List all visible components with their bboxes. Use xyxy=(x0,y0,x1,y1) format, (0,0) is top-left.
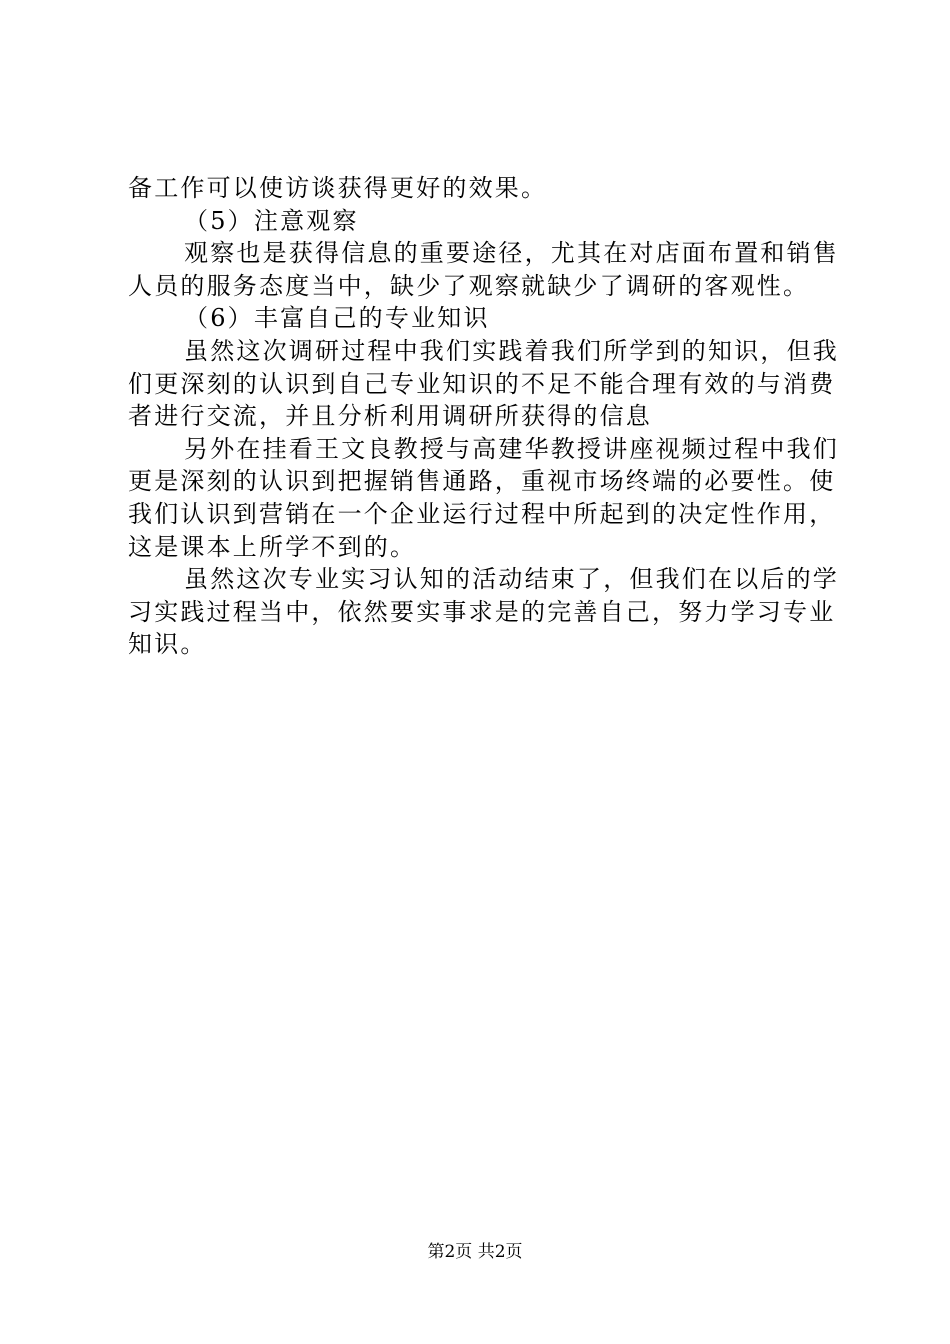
text-line: 虽然这次调研过程中我们实践着我们所学到的知识，但我 xyxy=(184,336,839,365)
text-line: 观察也是获得信息的重要途径，尤其在对店面布置和销售 xyxy=(184,239,839,268)
text-line: （5）注意观察 xyxy=(184,206,359,235)
paragraph xyxy=(128,433,839,563)
document-body xyxy=(128,172,839,661)
paragraph xyxy=(128,172,832,205)
paragraph xyxy=(128,302,832,335)
text-line: 人员的服务态度当中，缺少了观察就缺少了调研的客观性。 xyxy=(128,271,810,300)
text-line: 备工作可以使访谈获得更好的效果。 xyxy=(128,174,548,202)
text-line: 知识。 xyxy=(128,630,207,659)
paragraph xyxy=(128,563,839,661)
text-line: （6）丰富自己的专业知识 xyxy=(184,304,490,333)
text-line: 者进行交流，并且分析利用调研所获得的信息 xyxy=(128,402,652,431)
text-line: 们更深刻的认识到自己专业知识的不足不能合理有效的与消费 xyxy=(128,369,836,398)
page-footer: 第2页 共2页 xyxy=(427,1242,523,1262)
text-line: 另外在挂看王文良教授与高建华教授讲座视频过程中我们 xyxy=(184,434,839,463)
paragraph xyxy=(128,205,832,238)
text-line: 习实践过程当中，依然要实事求是的完善自己，努力学习专业 xyxy=(128,597,836,626)
text-line: 这是课本上所学不到的。 xyxy=(128,532,417,561)
text-line: 我们认识到营销在一个企业运行过程中所起到的决定性作用， xyxy=(128,499,836,528)
paragraph xyxy=(128,237,839,302)
paragraph xyxy=(128,335,839,433)
text-line: 更是深刻的认识到把握销售通路，重视市场终端的必要性。使 xyxy=(128,467,836,496)
text-line: 虽然这次专业实习认知的活动结束了，但我们在以后的学 xyxy=(184,565,839,594)
